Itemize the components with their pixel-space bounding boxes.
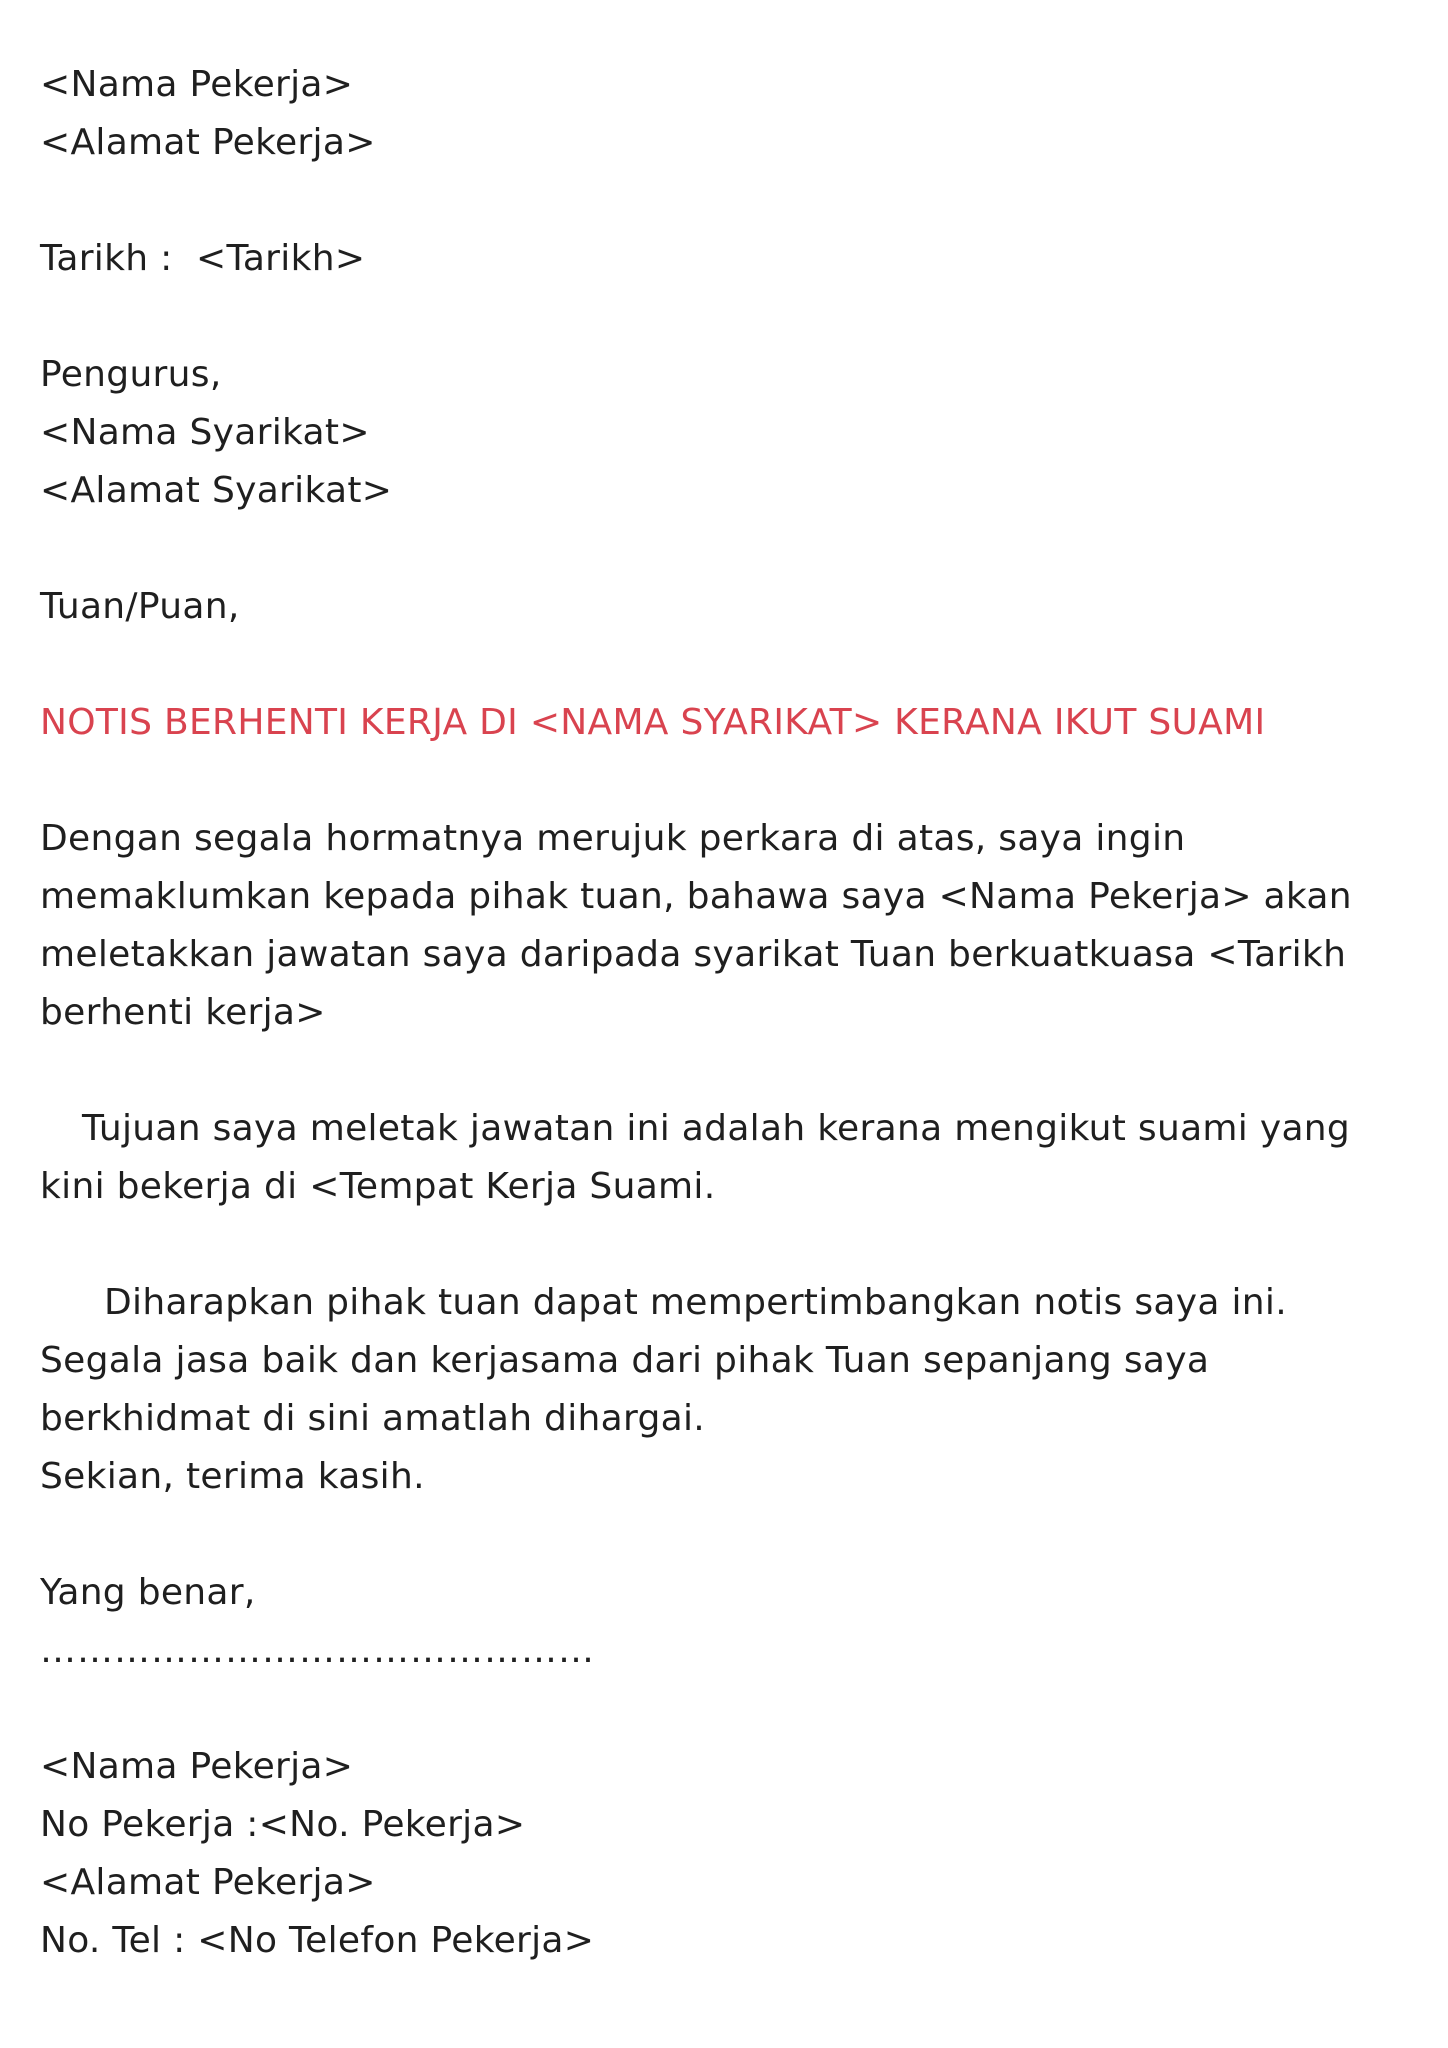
spacer: [40, 1042, 1408, 1100]
body-paragraph-2: [40, 1100, 1408, 1216]
date-line: Tarikh : <Tarikh>: [40, 238, 366, 279]
body-line: memaklumkan kepada pihak tuan, bahawa saya <Nama Pekerja> akan: [40, 876, 1352, 917]
body-line: kini bekerja di <Tempat Kerja Suami.: [40, 1166, 716, 1207]
letter-page: [40, 56, 1408, 1970]
body-line: Diharapkan pihak tuan dapat mempertimbangkan notis saya ini.: [104, 1282, 1287, 1323]
footer-employee-no: No Pekerja :<No. Pekerja>: [40, 1804, 526, 1845]
spacer: [40, 520, 1408, 578]
footer-phone: No. Tel : <No Telefon Pekerja>: [40, 1920, 595, 1961]
sender-address: <Alamat Pekerja>: [40, 122, 376, 163]
spacer: [40, 288, 1408, 346]
sender-name: <Nama Pekerja>: [40, 64, 354, 105]
body-line: berkhidmat di sini amatlah dihargai.: [40, 1398, 706, 1439]
spacer: [40, 636, 1408, 694]
spacer: [40, 1506, 1408, 1564]
salutation: Tuan/Puan,: [40, 586, 240, 627]
body-line: Sekian, terima kasih.: [40, 1456, 425, 1497]
body-paragraph-3: [40, 1274, 1408, 1506]
body-line: berhenti kerja>: [40, 992, 326, 1033]
body-line: Dengan segala hormatnya merujuk perkara di atas, saya ingin: [40, 818, 1186, 859]
subject-heading: NOTIS BERHENTI KERJA DI <NAMA SYARIKAT> KERANA IKUT SUAMI: [40, 702, 1266, 743]
body-line: Tujuan saya meletak jawatan ini adalah kerana mengikut suami yang: [82, 1108, 1351, 1149]
spacer: [40, 752, 1408, 810]
spacer: [40, 172, 1408, 230]
footer-name: <Nama Pekerja>: [40, 1746, 354, 1787]
footer-address: <Alamat Pekerja>: [40, 1862, 376, 1903]
spacer: [40, 1680, 1408, 1738]
closing: Yang benar,: [40, 1572, 256, 1613]
spacer: [40, 1216, 1408, 1274]
recipient-title: Pengurus,: [40, 354, 222, 395]
body-line: meletakkan jawatan saya daripada syarikat Tuan berkuatkuasa <Tarikh: [40, 934, 1347, 975]
signature-line: ………………………………………: [40, 1630, 595, 1671]
recipient-company: <Nama Syarikat>: [40, 412, 370, 453]
recipient-address: <Alamat Syarikat>: [40, 470, 393, 511]
body-line: Segala jasa baik dan kerjasama dari pihak Tuan sepanjang saya: [40, 1340, 1210, 1381]
body-paragraph-1: [40, 810, 1408, 1042]
